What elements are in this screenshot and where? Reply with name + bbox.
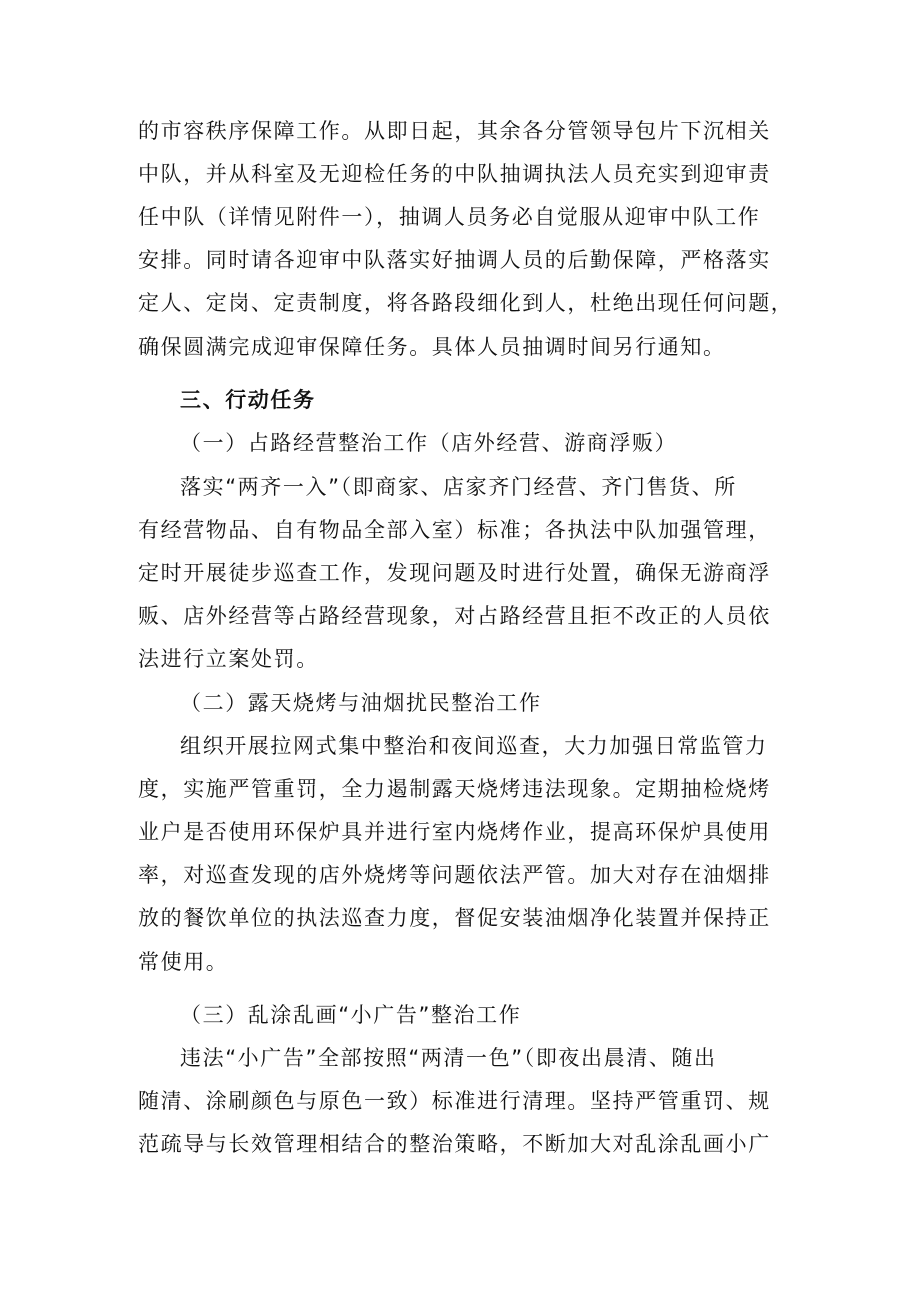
body-text-line: 随清、涂刷颜色与原色一致）标准进行清理。坚持严管重罚、规 bbox=[138, 1089, 771, 1113]
body-text-line: 违法“小广告”全部按照“两清一色”（即夜出晨清、随出 bbox=[180, 1046, 717, 1070]
body-text-line: 确保圆满完成迎审保障任务。具体人员抽调时间另行通知。 bbox=[138, 335, 726, 359]
body-text-line: 度，实施严管重罚，全力遏制露天烧烤违法现象。定期抽检烧烤 bbox=[138, 777, 771, 801]
body-text-line: 贩、店外经营等占路经营现象，对占路经营且拒不改正的人员依 bbox=[138, 604, 771, 628]
body-text-line: 落实“两齐一入”（即商家、店家齐门经营、齐门售货、所 bbox=[180, 475, 737, 499]
body-text-line: 中队，并从科室及无迎检任务的中队抽调执法人员充实到迎审责 bbox=[138, 162, 771, 186]
body-text-line: 任中队（详情见附件一），抽调人员务必自觉服从迎审中队工作 bbox=[138, 205, 761, 229]
body-text-line: 组织开展拉网式集中整治和夜间巡查，大力加强日常监管力 bbox=[180, 734, 768, 758]
body-text-line: 范疏导与长效管理相结合的整治策略，不断加大对乱涂乱画小广 bbox=[138, 1132, 771, 1156]
body-text-line: 的市容秩序保障工作。从即日起，其余各分管领导包片下沉相关 bbox=[138, 119, 771, 143]
body-text-line: 率，对巡查发现的店外烧烤等问题依法严管。加大对存在油烟排 bbox=[138, 863, 771, 887]
body-text-line: 定时开展徒步巡查工作，发现问题及时进行处置，确保无游商浮 bbox=[138, 561, 771, 585]
body-text-line: 法进行立案处罚。 bbox=[138, 647, 319, 671]
subsection-heading: （一）占路经营整治工作（店外经营、游商浮贩） bbox=[180, 431, 678, 455]
subsection-heading: （三）乱涂乱画“小广告”整治工作 bbox=[180, 1003, 522, 1027]
section-heading: 三、行动任务 bbox=[180, 388, 316, 412]
body-text-line: 安排。同时请各迎审中队落实好抽调人员的后勤保障，严格落实 bbox=[138, 248, 771, 272]
subsection-heading: （二）露天烧烤与油烟扰民整治工作 bbox=[180, 691, 542, 715]
body-text-line: 放的餐饮单位的执法巡查力度，督促安装油烟净化装置并保持正 bbox=[138, 906, 771, 930]
body-text-line: 业户是否使用环保炉具并进行室内烧烤作业，提高环保炉具使用 bbox=[138, 820, 771, 844]
body-text-line: 有经营物品、自有物品全部入室）标准；各执法中队加强管理， bbox=[138, 518, 771, 542]
body-text-line: 常使用。 bbox=[138, 950, 229, 974]
body-text-line: 定人、定岗、定责制度，将各路段细化到人，杜绝出现任何问题， bbox=[138, 291, 794, 315]
